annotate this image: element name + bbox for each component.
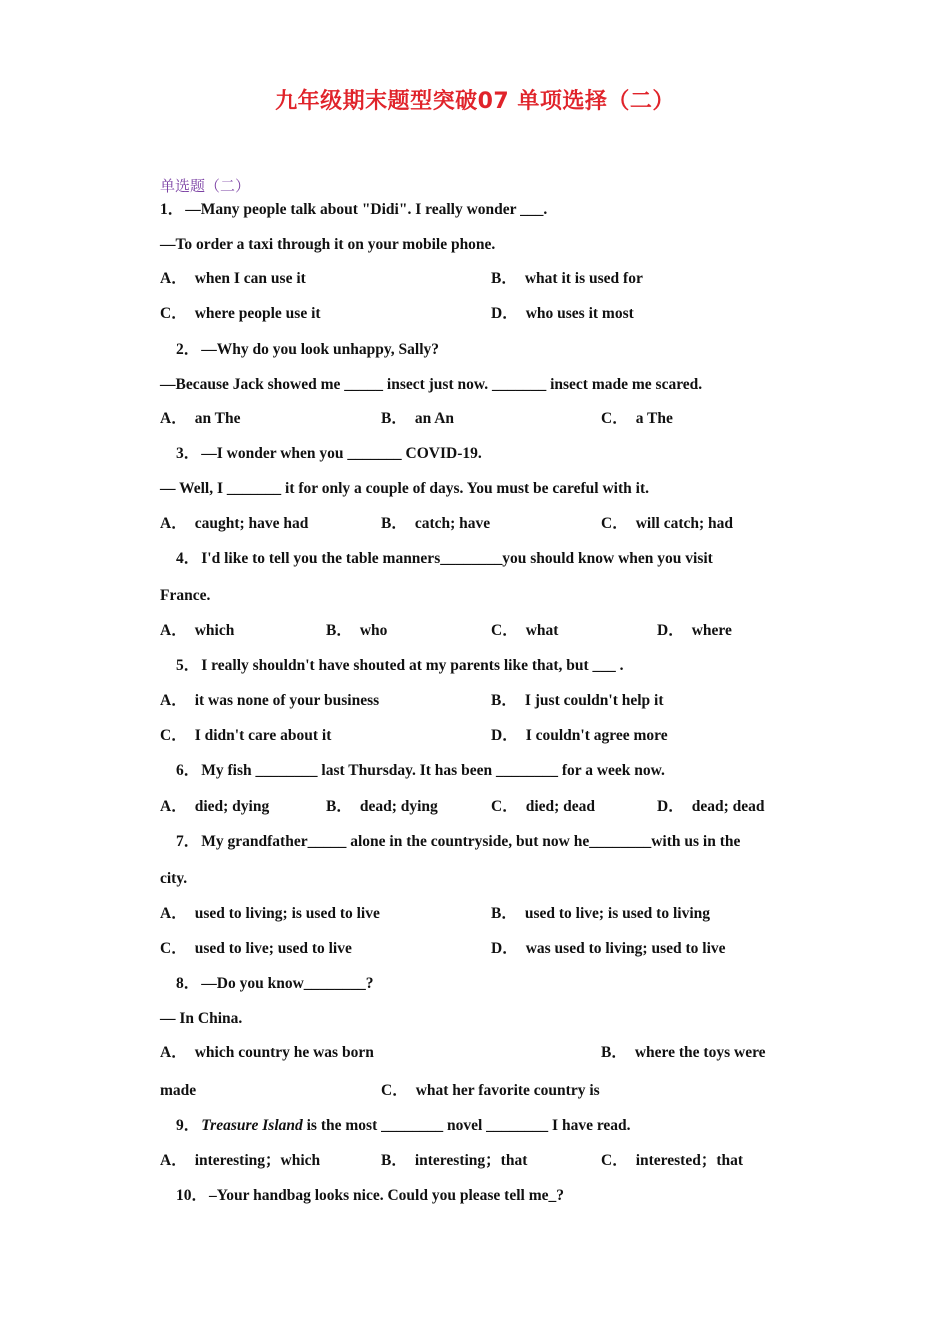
question-8-stem: 8． —Do you know________?	[176, 975, 374, 992]
question-1-option-b[interactable]: B． what it is used for	[491, 270, 643, 287]
question-2-option-a[interactable]: A． an The	[160, 410, 241, 427]
question-8-option-a[interactable]: A． which country he was born	[160, 1044, 374, 1061]
question-3-option-b[interactable]: B． catch; have	[381, 515, 491, 532]
question-7-stem-continued: city.	[160, 870, 188, 887]
question-5-option-d[interactable]: D． I couldn't agree more	[491, 727, 668, 744]
question-8-option-b[interactable]: B． where the toys were	[601, 1044, 766, 1061]
question-3-option-c[interactable]: C． will catch; had	[601, 515, 734, 532]
question-8-option-b-continued[interactable]: made	[160, 1082, 197, 1099]
question-9-option-a[interactable]: A． interesting；which	[160, 1152, 321, 1169]
question-9-option-b[interactable]: B． interesting；that	[381, 1152, 528, 1169]
question-2-reply: —Because Jack showed me _____ insect just now. _______ insect made me scared.	[160, 376, 703, 393]
question-9-stem: 9． Treasure Island is the most ________ novel ________ I have read.	[176, 1117, 631, 1134]
question-4-option-c[interactable]: C． what	[491, 622, 559, 639]
question-6-stem: 6． My fish ________ last Thursday. It has been ________ for a week now.	[176, 762, 665, 779]
question-7-option-c[interactable]: C． used to live; used to live	[160, 940, 352, 957]
question-6-option-c[interactable]: C． died; dead	[491, 798, 596, 815]
question-7-option-b[interactable]: B． used to live; is used to living	[491, 905, 711, 922]
question-1-stem: 1． —Many people talk about "Didi". I really wonder ___.	[160, 201, 548, 218]
question-1-option-d[interactable]: D． who uses it most	[491, 305, 634, 322]
question-6-option-b[interactable]: B． dead; dying	[326, 798, 438, 815]
question-10-stem: 10． –Your handbag looks nice. Could you please tell me_?	[176, 1187, 564, 1204]
book-title: Treasure Island	[201, 1117, 303, 1134]
question-8-option-c[interactable]: C． what her favorite country is	[381, 1082, 600, 1099]
question-9-option-c[interactable]: C． interested；that	[601, 1152, 744, 1169]
question-2-option-b[interactable]: B． an An	[381, 410, 455, 427]
question-5-stem: 5． I really shouldn't have shouted at my parents like that, but ___ .	[176, 657, 624, 674]
question-2-stem: 2． —Why do you look unhappy, Sally?	[176, 341, 440, 358]
question-3-reply: — Well, I _______ it for only a couple of days. You must be careful with it.	[160, 480, 649, 497]
question-7-option-d[interactable]: D． was used to living; used to live	[491, 940, 726, 957]
question-5-option-b[interactable]: B． I just couldn't help it	[491, 692, 664, 709]
page-title: 九年级期末题型突破07 单项选择（二）	[275, 89, 675, 114]
question-7-stem: 7． My grandfather_____ alone in the countryside, but now he________with us in the	[176, 833, 741, 850]
question-1-option-a[interactable]: A． when I can use it	[160, 270, 306, 287]
question-4-stem-continued: France.	[160, 587, 211, 604]
question-5-option-c[interactable]: C． I didn't care about it	[160, 727, 332, 744]
question-4-option-b[interactable]: B． who	[326, 622, 388, 639]
question-4-option-d[interactable]: D． where	[657, 622, 732, 639]
question-4-option-a[interactable]: A． which	[160, 622, 235, 639]
question-7-option-a[interactable]: A． used to living; is used to live	[160, 905, 380, 922]
question-3-option-a[interactable]: A． caught; have had	[160, 515, 309, 532]
question-5-option-a[interactable]: A． it was none of your business	[160, 692, 380, 709]
question-6-option-d[interactable]: D． dead; dead	[657, 798, 765, 815]
question-1-option-c[interactable]: C． where people use it	[160, 305, 321, 322]
question-3-stem: 3． —I wonder when you _______ COVID-19.	[176, 445, 482, 462]
question-1-reply: —To order a taxi through it on your mobile phone.	[160, 236, 496, 253]
question-8-reply: — In China.	[160, 1010, 243, 1027]
section-heading: 单选题（二）	[160, 177, 251, 195]
question-2-option-c[interactable]: C． a The	[601, 410, 673, 427]
question-6-option-a[interactable]: A． died; dying	[160, 798, 270, 815]
question-4-stem: 4． I'd like to tell you the table manners________you should know when you visit	[176, 550, 713, 567]
